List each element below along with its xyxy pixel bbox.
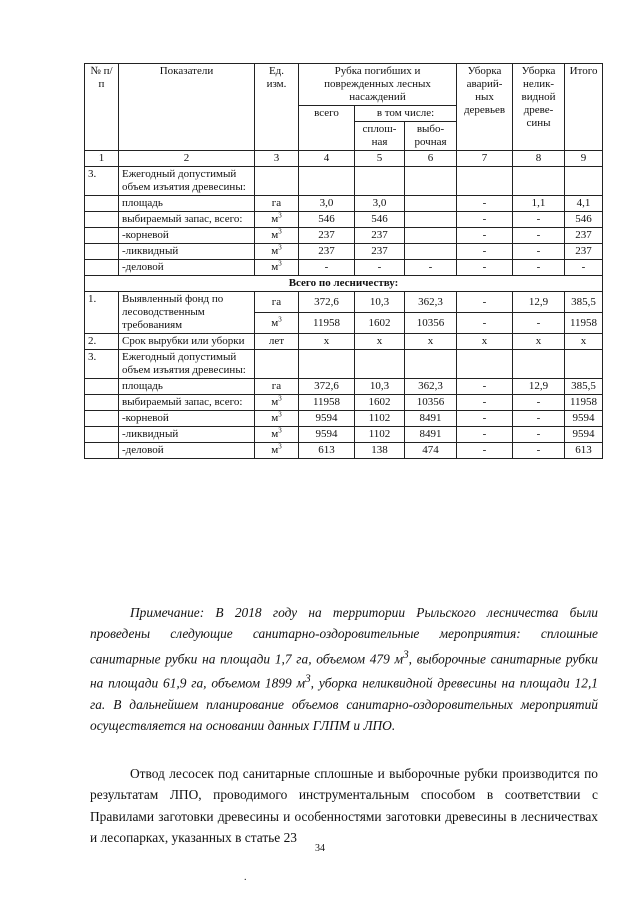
value-cell: 237 (299, 244, 355, 260)
note-sup-2: 3 (305, 673, 311, 686)
row-label: Ежегодный допустимый объем изъятия древесины: (119, 167, 255, 196)
table-row (85, 411, 603, 427)
value-cell: х (299, 334, 355, 350)
value-cell: 237 (565, 228, 603, 244)
row-label: Ежегодный допустимый объем изъятия древесины: (119, 350, 255, 379)
value-cell: - (457, 443, 513, 459)
value-cell: 237 (355, 244, 405, 260)
row-number (85, 212, 119, 228)
unit-cell (255, 443, 299, 459)
unit-cell (255, 167, 299, 196)
value-cell: 385,5 (565, 379, 603, 395)
value-cell: - (513, 244, 565, 260)
value-cell: х (513, 334, 565, 350)
value-cell: х (405, 334, 457, 350)
value-cell: 1602 (355, 395, 405, 411)
value-cell: 11958 (565, 313, 603, 334)
header-emergency: Уборка аварий-ных деревьев (457, 64, 513, 151)
value-cell (565, 167, 603, 196)
col-number: 4 (299, 151, 355, 167)
value-cell: 546 (299, 212, 355, 228)
table-row (85, 167, 603, 196)
value-cell: х (355, 334, 405, 350)
section-title: Всего по лесничеству: (85, 276, 603, 292)
row-label: -деловой (119, 260, 255, 276)
value-cell: - (457, 292, 513, 313)
value-cell: 9594 (299, 427, 355, 443)
header-including: в том числе: (355, 106, 457, 122)
note-text-1: Примечание: В 2018 году на территории Рыльского лесничества были проведены следующие санитарно-оздоровительные мероприятия: сплошные санитарные рубки на площади 1,7 га, объемом 479 м (90, 605, 598, 667)
header-row-1 (85, 64, 603, 106)
value-cell: 4,1 (565, 196, 603, 212)
column-number-row (85, 151, 603, 167)
value-cell (355, 350, 405, 379)
note-paragraph (90, 602, 598, 737)
value-cell: 12,9 (513, 379, 565, 395)
table-row (85, 395, 603, 411)
value-cell: - (457, 395, 513, 411)
header-selective: выбо-рочная (405, 122, 457, 151)
col-number: 9 (565, 151, 603, 167)
row-label: площадь (119, 379, 255, 395)
value-cell: 474 (405, 443, 457, 459)
value-cell (513, 350, 565, 379)
unit-text: га (271, 295, 282, 308)
header-unit: Ед. изм. (255, 64, 299, 151)
value-cell: 3,0 (355, 196, 405, 212)
table-row (85, 350, 603, 379)
unit-text: м (271, 444, 279, 456)
unit-cell (255, 379, 299, 395)
value-cell: 372,6 (299, 292, 355, 313)
unit-superscript: 3 (278, 442, 282, 451)
value-cell: - (457, 244, 513, 260)
value-cell: - (405, 260, 457, 276)
value-cell (405, 350, 457, 379)
row-label: -ликвидный (119, 244, 255, 260)
value-cell: - (513, 212, 565, 228)
value-cell: 11958 (565, 395, 603, 411)
col-number: 2 (119, 151, 255, 167)
value-cell: 613 (299, 443, 355, 459)
unit-text: м (271, 428, 279, 440)
unit-text: га (271, 380, 282, 392)
value-cell: - (457, 379, 513, 395)
row-number: 3. (85, 350, 119, 379)
unit-text: м (271, 396, 279, 408)
unit-text: м (271, 245, 279, 257)
value-cell: 9594 (299, 411, 355, 427)
unit-superscript: 3 (278, 314, 282, 323)
unit-cell (255, 212, 299, 228)
unit-superscript: 3 (278, 426, 282, 435)
row-label: площадь (119, 196, 255, 212)
table-row (85, 379, 603, 395)
value-cell: - (513, 313, 565, 334)
row-number: 1. (85, 292, 119, 334)
table-row (85, 228, 603, 244)
value-cell (299, 167, 355, 196)
unit-text: га (271, 197, 282, 209)
value-cell: - (513, 395, 565, 411)
value-cell: 362,3 (405, 292, 457, 313)
value-cell (299, 350, 355, 379)
table-row (85, 443, 603, 459)
body-paragraph: Отвод лесосек под санитарные сплошные и выборочные рубки производится по результатам ЛПО, проводимого инструментальным способом в соответствии с Правилами заготовки древесины и особенностями заготовки древесины в лесничествах и лесопарках, указанных в статье 23 (90, 766, 598, 845)
value-cell: 11958 (299, 313, 355, 334)
value-cell: 12,9 (513, 292, 565, 313)
row-number (85, 395, 119, 411)
value-cell: - (513, 427, 565, 443)
unit-text: м (271, 412, 279, 424)
value-cell (513, 167, 565, 196)
header-illiquid: Уборка нелик-видной древе-сины (513, 64, 565, 151)
unit-superscript: 3 (278, 227, 282, 236)
value-cell: 237 (565, 244, 603, 260)
value-cell (405, 228, 457, 244)
section-row (85, 276, 603, 292)
note-sup-1: 3 (403, 648, 409, 661)
unit-text: м (271, 213, 279, 225)
row-number (85, 228, 119, 244)
forest-cutting-table (84, 63, 603, 459)
row-label: Выявленный фонд по лесоводственным требованиям (119, 292, 255, 334)
value-cell: 546 (355, 212, 405, 228)
unit-text: лет (268, 335, 285, 347)
value-cell: 9594 (565, 411, 603, 427)
value-cell: - (457, 212, 513, 228)
value-cell: 10356 (405, 313, 457, 334)
header-sum: Итого (565, 64, 603, 151)
unit-cell (255, 350, 299, 379)
table-body (85, 64, 603, 459)
row-number (85, 244, 119, 260)
unit-cell (255, 334, 299, 350)
header-num: № п/п (85, 64, 119, 151)
value-cell: - (299, 260, 355, 276)
col-number: 8 (513, 151, 565, 167)
table-row (85, 427, 603, 443)
table-row (85, 196, 603, 212)
row-label: -деловой (119, 443, 255, 459)
row-label: выбираемый запас, всего: (119, 212, 255, 228)
row-number: 3. (85, 167, 119, 196)
value-cell: 11958 (299, 395, 355, 411)
value-cell: - (513, 260, 565, 276)
row-number: 2. (85, 334, 119, 350)
row-label: Срок вырубки или уборки (119, 334, 255, 350)
table-row (85, 212, 603, 228)
value-cell: 385,5 (565, 292, 603, 313)
value-cell: 546 (565, 212, 603, 228)
value-cell: 10,3 (355, 292, 405, 313)
value-cell (405, 196, 457, 212)
unit-cell (255, 411, 299, 427)
col-number: 1 (85, 151, 119, 167)
unit-superscript: 3 (278, 394, 282, 403)
header-cutting: Рубка погибших и поврежденных лесных насаждений (299, 64, 457, 106)
value-cell: х (457, 334, 513, 350)
page-number: 34 (315, 843, 325, 854)
row-number (85, 260, 119, 276)
header-solid: сплош-ная (355, 122, 405, 151)
value-cell: - (457, 196, 513, 212)
value-cell: 8491 (405, 411, 457, 427)
value-cell: 8491 (405, 427, 457, 443)
unit-cell (255, 313, 299, 334)
value-cell (457, 167, 513, 196)
value-cell (405, 244, 457, 260)
col-number: 7 (457, 151, 513, 167)
value-cell: - (457, 228, 513, 244)
table-row (85, 260, 603, 276)
unit-cell (255, 427, 299, 443)
row-number (85, 411, 119, 427)
value-cell: - (355, 260, 405, 276)
value-cell (405, 212, 457, 228)
table-row (85, 292, 603, 313)
unit-text: м (271, 261, 279, 273)
note-text-2: , выборочные санитарные рубки на площади 61,9 га, объемом 1899 м (90, 651, 598, 691)
unit-cell (255, 292, 299, 313)
value-cell (565, 350, 603, 379)
value-cell (355, 167, 405, 196)
value-cell: 237 (299, 228, 355, 244)
value-cell (457, 350, 513, 379)
stray-mark: . (244, 872, 247, 883)
header-total: всего (299, 106, 355, 151)
value-cell: 1102 (355, 427, 405, 443)
value-cell: - (513, 443, 565, 459)
value-cell: 3,0 (299, 196, 355, 212)
table-row (85, 334, 603, 350)
value-cell: 138 (355, 443, 405, 459)
value-cell: 10,3 (355, 379, 405, 395)
col-number: 6 (405, 151, 457, 167)
col-number: 3 (255, 151, 299, 167)
row-label: -ликвидный (119, 427, 255, 443)
value-cell: 613 (565, 443, 603, 459)
value-cell: 9594 (565, 427, 603, 443)
value-cell: 1102 (355, 411, 405, 427)
row-label: -корневой (119, 411, 255, 427)
value-cell: 10356 (405, 395, 457, 411)
unit-superscript: 3 (278, 259, 282, 268)
unit-superscript: 3 (278, 243, 282, 252)
value-cell: х (565, 334, 603, 350)
value-cell: - (565, 260, 603, 276)
value-cell: 1,1 (513, 196, 565, 212)
value-cell: 372,6 (299, 379, 355, 395)
row-number (85, 427, 119, 443)
unit-cell (255, 260, 299, 276)
unit-superscript: 3 (278, 410, 282, 419)
header-indicators: Показатели (119, 64, 255, 151)
value-cell: - (513, 411, 565, 427)
value-cell: 362,3 (405, 379, 457, 395)
row-number (85, 379, 119, 395)
value-cell: - (457, 411, 513, 427)
table-row (85, 244, 603, 260)
unit-text: м (271, 229, 279, 241)
value-cell: - (457, 260, 513, 276)
unit-cell (255, 395, 299, 411)
value-cell: - (457, 427, 513, 443)
value-cell: 237 (355, 228, 405, 244)
value-cell: - (457, 313, 513, 334)
row-label: выбираемый запас, всего: (119, 395, 255, 411)
note-text-3: , уборка неликвидной древесины на площади 12,1 га. В дальнейшем планирование объемов санитарно-оздоровительных мероприятий осуществляется на основании данных ГЛПМ и ЛПО. (90, 675, 598, 734)
unit-cell (255, 196, 299, 212)
unit-text: м (271, 316, 279, 329)
unit-cell (255, 228, 299, 244)
unit-cell (255, 244, 299, 260)
value-cell: - (513, 228, 565, 244)
value-cell: 1602 (355, 313, 405, 334)
row-label: -корневой (119, 228, 255, 244)
row-number (85, 443, 119, 459)
col-number: 5 (355, 151, 405, 167)
unit-superscript: 3 (278, 211, 282, 220)
row-number (85, 196, 119, 212)
value-cell (405, 167, 457, 196)
